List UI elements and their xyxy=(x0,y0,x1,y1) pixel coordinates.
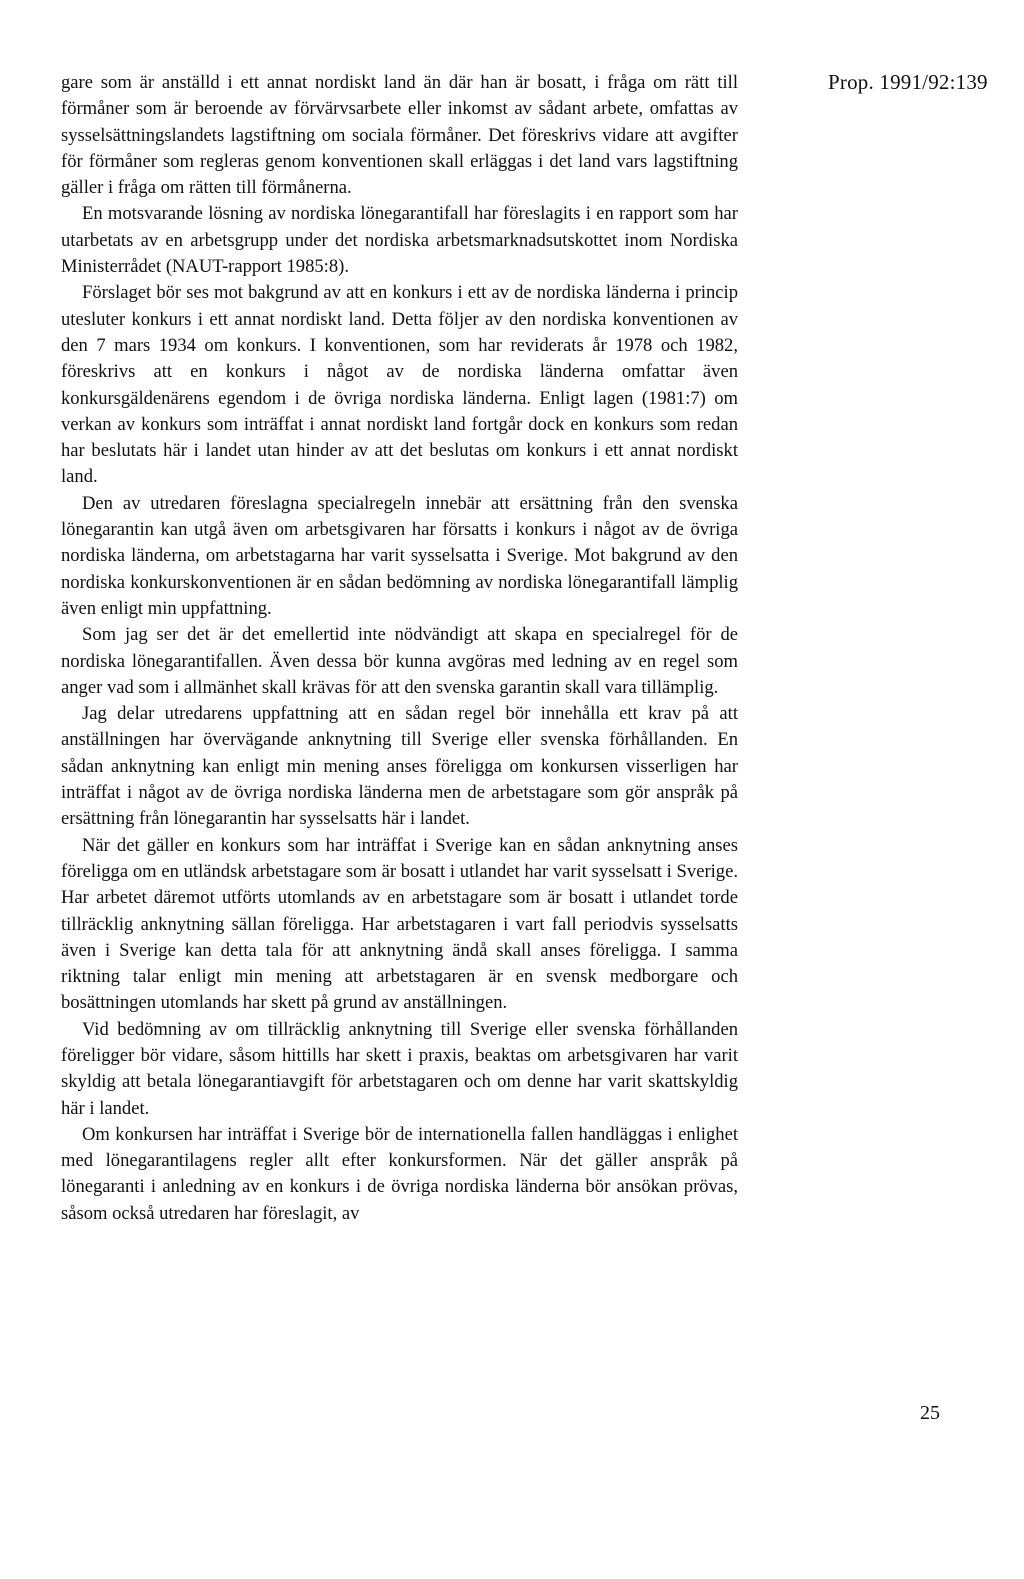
paragraph-9: Om konkursen har inträffat i Sverige bör de internationella fallen handläggas i enlighet med lönegarantilagens regler allt efter konkursformen. När det gäller anspråk på lönegaranti i anledning av en konkurs i de övriga nordiska länderna bör ansökan prövas, såsom också utredaren har föreslagit, av xyxy=(61,1123,738,1224)
paragraph-2: En motsvarande lösning av nordiska lönegarantifall har föreslagits i en rapport som har utarbetats av en arbetsgrupp under det nordiska arbetsmarknadsutskottet inom Nordiska Ministerrådet (NAUT-rapport 1985:8). xyxy=(61,203,738,278)
paragraph-3: Förslaget bör ses mot bakgrund av att en konkurs i ett av de nordiska länderna i princip utesluter konkurs i ett annat nordiskt land. Detta följer av den nordiska konventionen av den 7 mars 1934 om konkurs. I konventionen, som har reviderats år 1978 och 1982, föreskrivs att en konkurs i något av de nordiska länderna omfattar även konkursgäldenärens egendom i de övriga nordiska länderna. Enligt lagen (1981:7) om verkan av konkurs som inträffat i annat nordiskt land fortgår dock en konkurs som redan har beslutats här i landet utan hinder av att det beslutas om konkurs i ett annat nordiskt land. xyxy=(61,282,738,488)
paragraph-5: Som jag ser det är det emellertid inte nödvändigt att skapa en specialregel för de nordiska lönegarantifallen. Även dessa bör kunna avgöras med ledning av en regel som anger vad som i allmänhet skall krävas för att den svenska garantin skall vara tillämplig. xyxy=(61,624,738,698)
paragraph-4: Den av utredaren föreslagna specialregeln innebär att ersättning från den svenska lönegarantin kan utgå även om arbetsgivaren har försatts i konkurs i något av de övriga nordiska länderna, om arbetstagarna har varit sysselsatta i Sverige. Mot bakgrund av den nordiska konkurskonventionen är en sådan bedömning av nordiska lönegarantifall lämplig även enligt min uppfattning. xyxy=(61,492,738,619)
page-number: 25 xyxy=(920,1402,940,1424)
paragraph-7: När det gäller en konkurs som har inträffat i Sverige kan en sådan anknytning anses föreligga om en utländsk arbetstagare som är bosatt i utlandet har varit sysselsatt i Sverige. Har arbetet däremot utförts utomlands av en arbetstagare som är bosatt i utlandet torde tillräcklig anknytning sällan föreligga. Har arbetstagaren i vart fall periodvis sysselsatts även i Sverige kan detta tala för att anknytning ändå skall anses föreligga. I samma riktning talar enligt min mening att arbetstagaren är en svensk medborgare och bosättningen utomlands har skett på grund av anställningen. xyxy=(61,834,738,1014)
paragraph-8: Vid bedömning av om tillräcklig anknytning till Sverige eller svenska förhållanden föreligger bör vidare, såsom hittills har skett i praxis, beaktas om arbetsgivaren har varit skyldig att betala lönegarantiavgift för arbetstagaren och om denne har varit skattskyldig här i landet. xyxy=(61,1018,738,1119)
paragraph-1: gare som är anställd i ett annat nordiskt land än där han är bosatt, i fråga om rätt till förmåner som är beroende av förvärvsarbete eller inkomst av sådant arbete, omfattas av sysselsättningslandets lagstiftning om sociala förmåner. Det föreskrivs vidare att avgifter för förmåner som regleras genom konventionen skall erläggas i det land vars lagstiftning gäller i fråga om rätten till förmånerna. xyxy=(61,72,738,199)
paragraph-6: Jag delar utredarens uppfattning att en sådan regel bör innehålla ett krav på att anställningen har övervägande anknytning till Sverige eller svenska förhållanden. En sådan anknytning kan enligt min mening anses föreligga om konkursen visserligen har inträffat i något av de övriga nordiska länderna men de arbetstagare som gör anspråk på ersättning från lönegarantin har sysselsatts här i landet. xyxy=(61,703,738,830)
body-text xyxy=(61,70,738,1227)
document-reference: Prop. 1991/92:139 xyxy=(828,70,988,94)
